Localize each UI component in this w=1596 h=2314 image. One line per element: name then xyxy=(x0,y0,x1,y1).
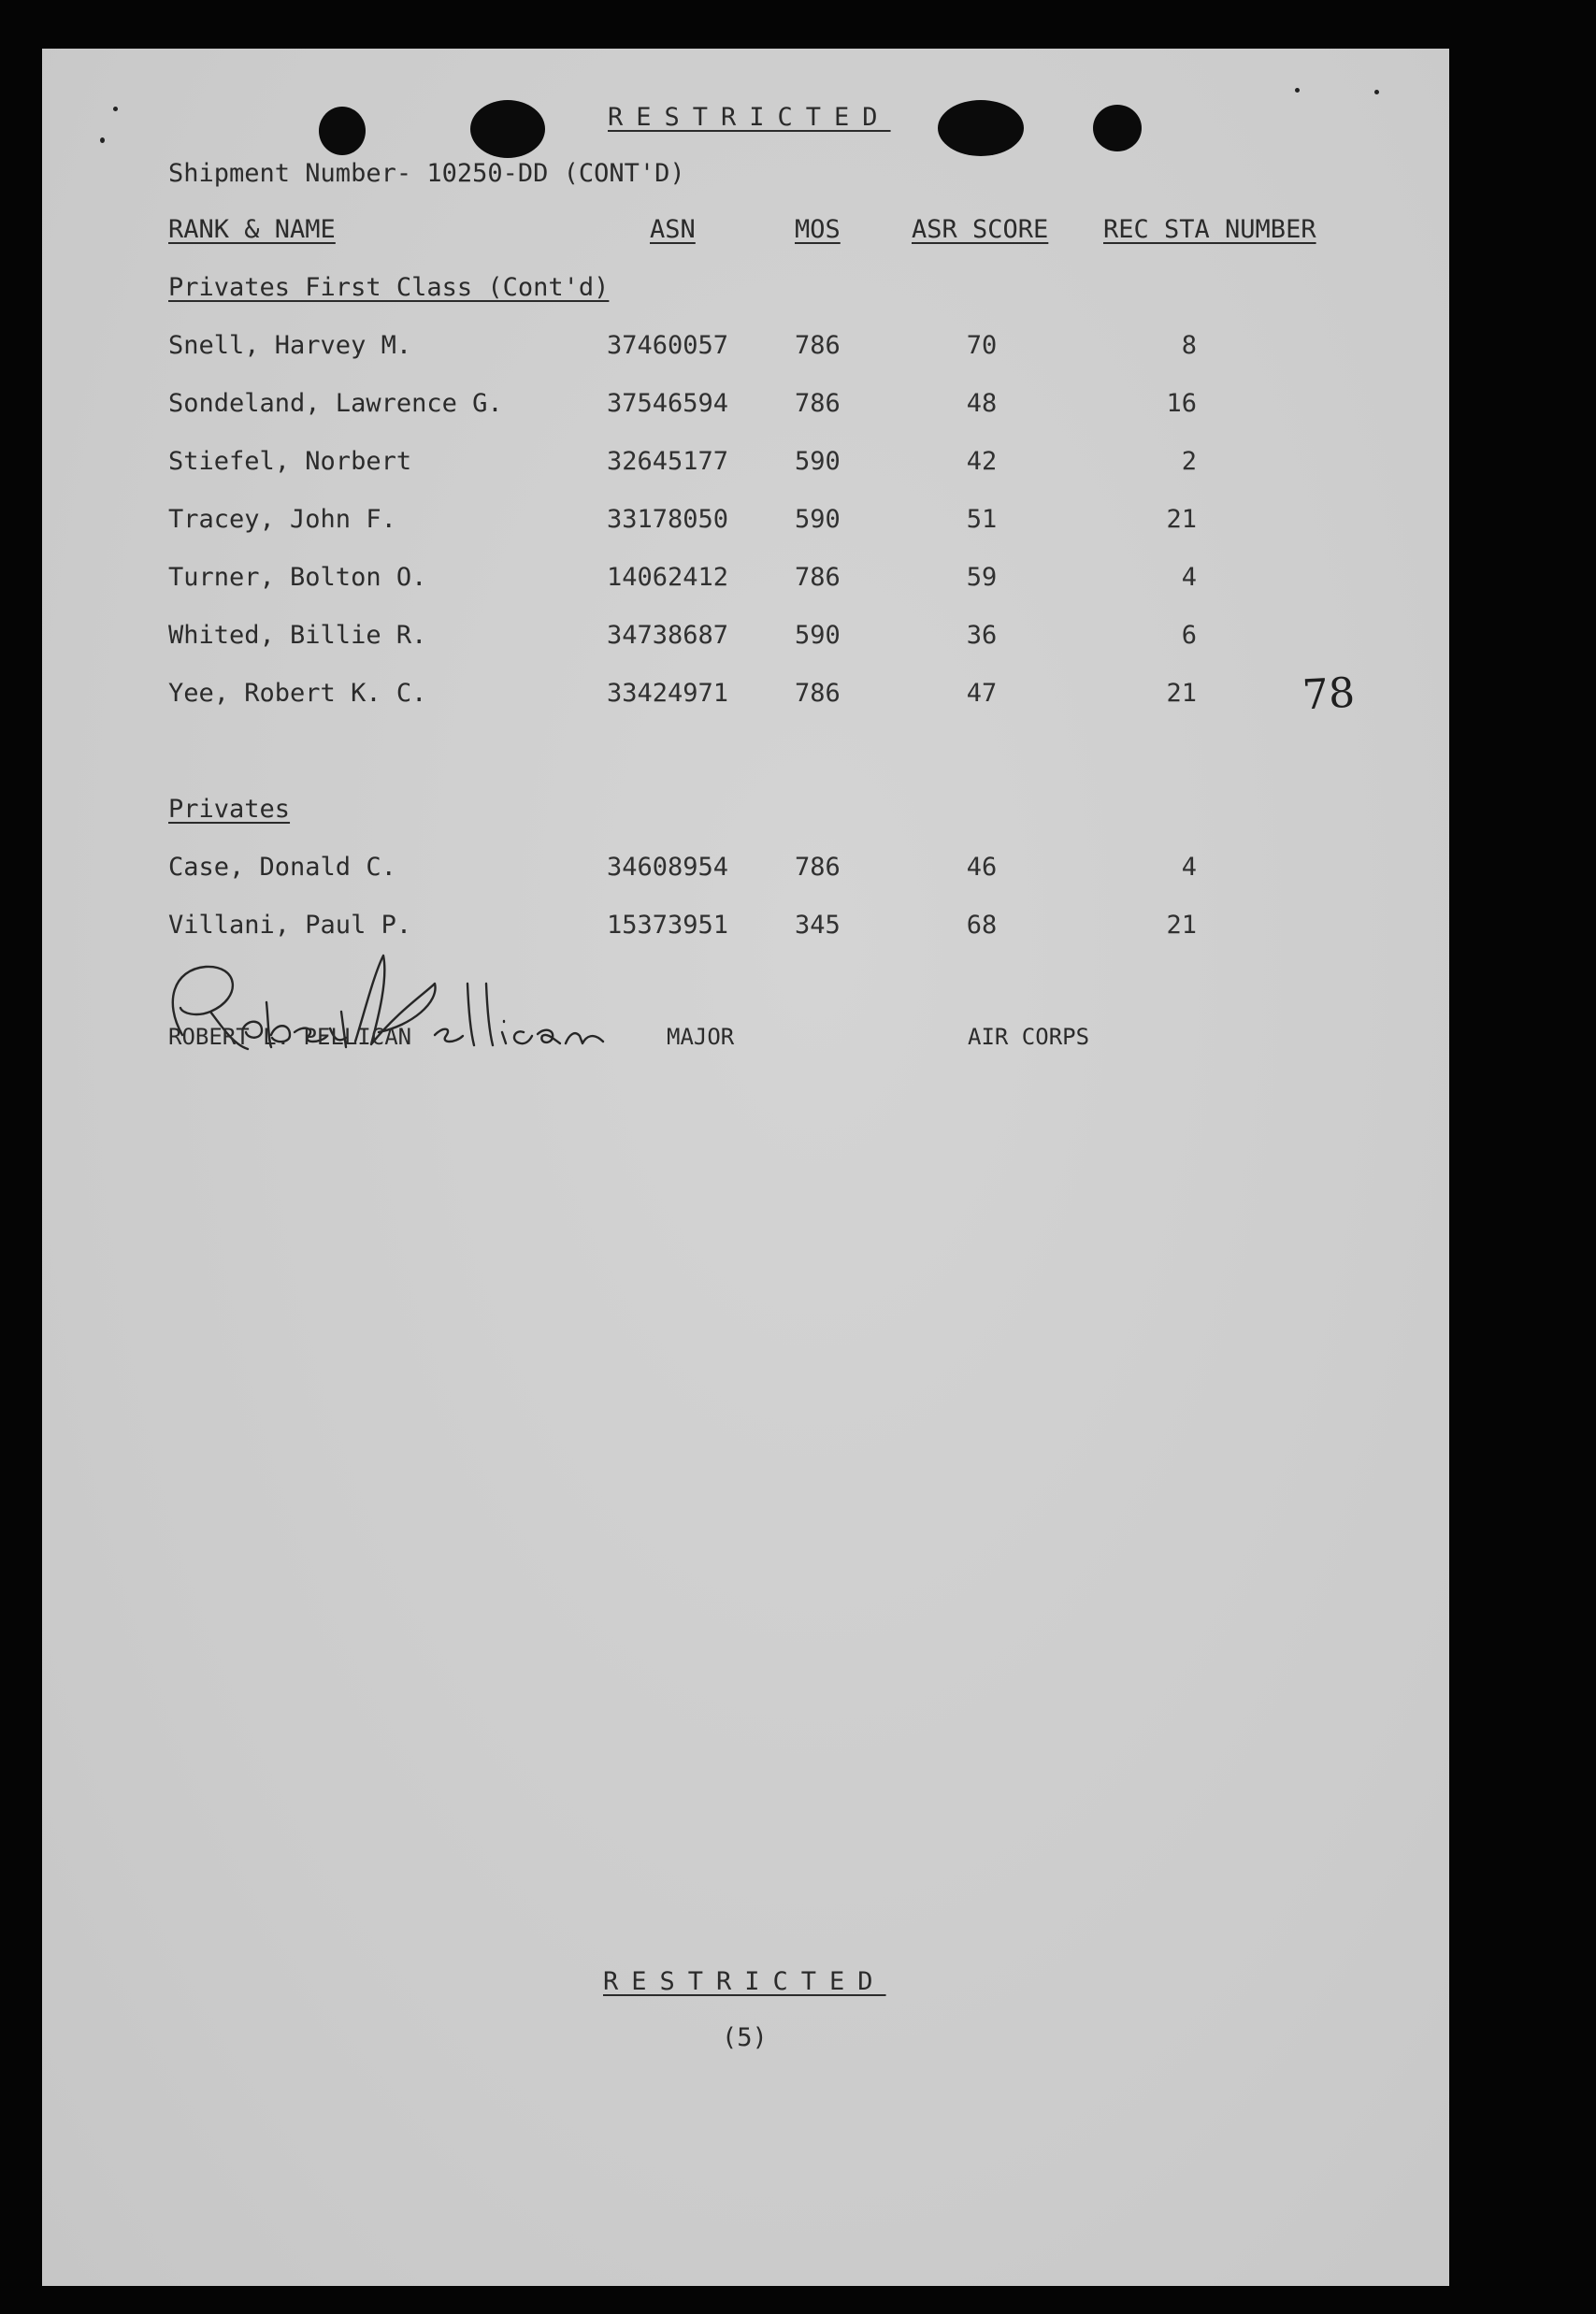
column-header-mos: MOS xyxy=(795,215,841,244)
row-asn: 14062412 xyxy=(607,563,729,592)
row-score: 59 xyxy=(966,563,998,592)
row-name: Villani, Paul P. xyxy=(168,911,412,940)
restricted-heading-top: RESTRICTED xyxy=(608,103,891,132)
row-asn: 34738687 xyxy=(607,621,729,650)
row-rec-sta: 21 xyxy=(1166,911,1197,940)
ink-speck xyxy=(1295,88,1300,93)
column-header-asn: ASN xyxy=(650,215,696,244)
row-score: 46 xyxy=(966,853,998,882)
row-asn: 15373951 xyxy=(607,911,729,940)
ink-speck xyxy=(1374,90,1379,94)
handwritten-signature xyxy=(154,946,669,1077)
row-asn: 34608954 xyxy=(607,853,729,882)
section-title-privates: Privates xyxy=(168,795,291,824)
row-score: 68 xyxy=(966,911,998,940)
shipment-number-line: Shipment Number- 10250-DD (CONT'D) xyxy=(168,159,685,188)
row-score: 48 xyxy=(966,389,998,418)
row-rec-sta: 6 xyxy=(1181,621,1197,650)
row-rec-sta: 21 xyxy=(1166,679,1197,708)
signatory-branch: AIR CORPS xyxy=(968,1024,1090,1050)
row-asn: 32645177 xyxy=(607,447,729,476)
row-name: Tracey, John F. xyxy=(168,505,396,534)
page-number: (5) xyxy=(722,2023,768,2052)
row-rec-sta: 16 xyxy=(1166,389,1197,418)
punch-hole-1 xyxy=(319,107,366,155)
row-mos: 786 xyxy=(795,389,841,418)
section-title-pfc: Privates First Class (Cont'd) xyxy=(168,273,610,302)
row-mos: 786 xyxy=(795,563,841,592)
row-score: 42 xyxy=(966,447,998,476)
row-mos: 590 xyxy=(795,447,841,476)
punch-hole-3 xyxy=(938,100,1024,156)
margin-note-number: 78 xyxy=(1301,668,1357,720)
row-mos: 590 xyxy=(795,505,841,534)
document-page xyxy=(42,49,1449,2286)
row-asn: 37546594 xyxy=(607,389,729,418)
row-asn: 33178050 xyxy=(607,505,729,534)
row-rec-sta: 4 xyxy=(1181,563,1197,592)
row-score: 51 xyxy=(966,505,998,534)
row-rec-sta: 4 xyxy=(1181,853,1197,882)
row-mos: 345 xyxy=(795,911,841,940)
row-mos: 786 xyxy=(795,679,841,708)
row-name: Turner, Bolton O. xyxy=(168,563,427,592)
signatory-name: ROBERT L. PELLICAN xyxy=(168,1024,412,1050)
row-asn: 33424971 xyxy=(607,679,729,708)
row-mos: 786 xyxy=(795,331,841,360)
row-score: 47 xyxy=(966,679,998,708)
row-mos: 786 xyxy=(795,853,841,882)
row-rec-sta: 8 xyxy=(1181,331,1197,360)
row-mos: 590 xyxy=(795,621,841,650)
row-name: Whited, Billie R. xyxy=(168,621,427,650)
row-name: Stiefel, Norbert xyxy=(168,447,412,476)
row-score: 36 xyxy=(966,621,998,650)
restricted-heading-bottom: RESTRICTED xyxy=(603,1967,886,1996)
row-score: 70 xyxy=(966,331,998,360)
punch-hole-2 xyxy=(470,100,545,158)
ink-speck xyxy=(113,107,118,111)
column-header-rank-name: RANK & NAME xyxy=(168,215,336,244)
row-rec-sta: 2 xyxy=(1181,447,1197,476)
row-name: Snell, Harvey M. xyxy=(168,331,412,360)
row-rec-sta: 21 xyxy=(1166,505,1197,534)
ink-speck xyxy=(100,137,105,143)
column-header-asr-score: ASR SCORE xyxy=(912,215,1049,244)
row-name: Sondeland, Lawrence G. xyxy=(168,389,503,418)
row-asn: 37460057 xyxy=(607,331,729,360)
row-name: Case, Donald C. xyxy=(168,853,396,882)
row-name: Yee, Robert K. C. xyxy=(168,679,427,708)
column-header-rec-sta-number: REC STA NUMBER xyxy=(1103,215,1316,244)
punch-hole-4 xyxy=(1093,105,1142,151)
signatory-rank: MAJOR xyxy=(667,1024,735,1050)
